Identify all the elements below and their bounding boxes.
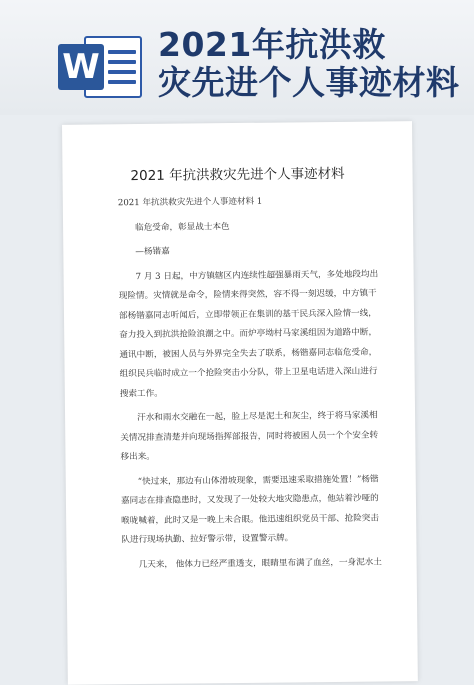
document-heading: 临危受命，彰显战士本色 — [135, 221, 230, 233]
document-page — [62, 121, 418, 685]
banner — [0, 0, 474, 115]
paragraph-3: “快过来，那边有山体滑坡现象，需要迅速采取措施处置！”杨锴嘉同志在排查隐患时，又发现了一处较大地灾隐患点，他站着沙哑的喉咙喊着，此时又是一晚上未合眼。他迅速组织党员干部、抢险突击队进行现场执勤、拉好警示带，设置警示牌。 — [120, 474, 380, 546]
document-body — [118, 192, 384, 576]
paragraph-4: 几天来， 他体力已经严重透支，眼睛里布满了血丝，一身泥水土 — [138, 557, 383, 570]
banner-title — [158, 26, 468, 102]
document-subtitle: 2021 年抗洪救灾先进个人事迹材料 1 — [117, 196, 263, 209]
banner-title-line-2: 灾先进个人事迹材料 — [158, 63, 460, 102]
document-title: 2021 年抗洪救灾先进个人事迹材料 — [130, 165, 345, 185]
paragraph-1: 7 月 3 日起，中方镇辖区内连续性超强暴雨天气，多处地段均出现险情。灾情就是命令，险情来得突然，容不得一刻迟缓，中方镇干部杨锴嘉同志听闻后，立即带领正在集训的基干民兵深入险情一线，奋力投入到抗洪抢险浪潮之中。而炉亭坳村马家溪组因为道路中断，通讯中断，被困人员与外界完全失去了联系，杨锴嘉同志临危受命，组织民兵临时成立一个抢险突击小分队，带上卫星电话进入深山进行搜索工作。 — [118, 269, 379, 399]
word-document-icon — [58, 34, 146, 98]
paragraph-2: 汗水和雨水交融在一起，脸上尽是泥土和灰尘，终于将马家溪相关情况排查清楚并向现场指挥部报告，同时将被困人员一个个安全转移出来。 — [120, 410, 379, 463]
banner-title-line-1: 2021年抗洪救 — [158, 25, 386, 64]
word-logo-badge: W — [58, 44, 104, 90]
document-author: —杨锴嘉 — [135, 246, 170, 258]
